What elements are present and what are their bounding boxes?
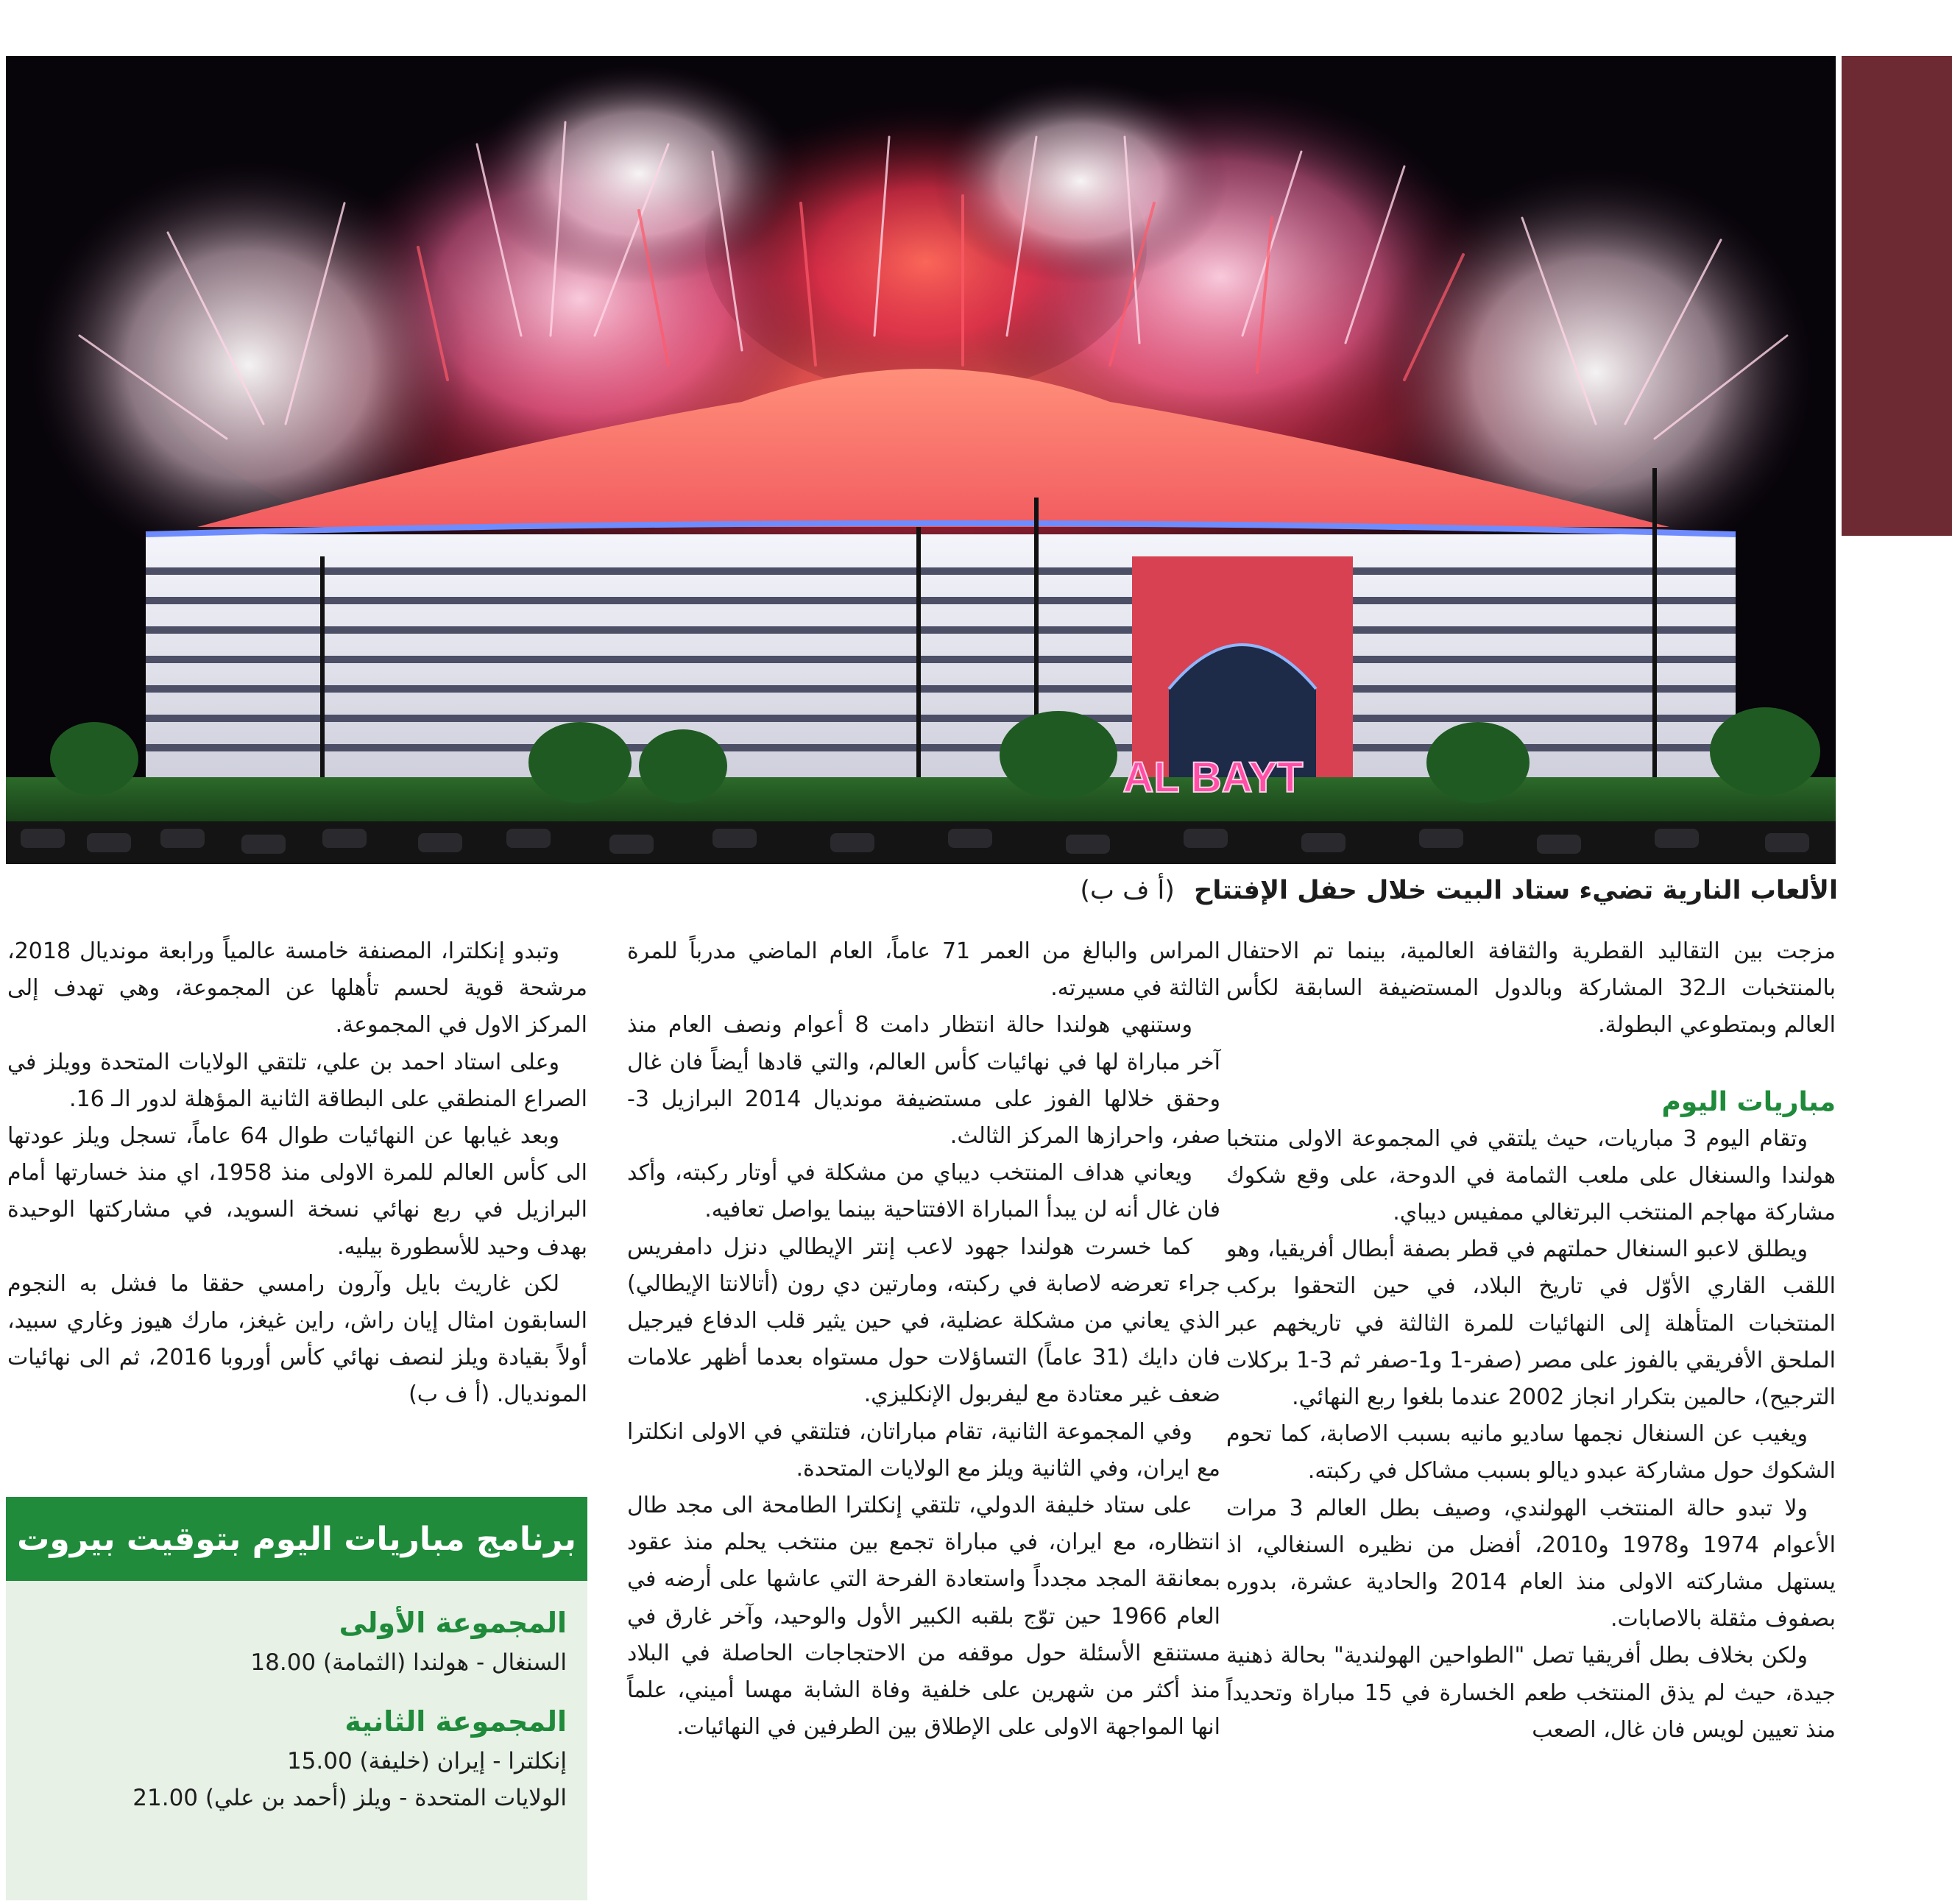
- schedule-body: [6, 1581, 587, 1816]
- match-schedule-box: [6, 1497, 587, 1900]
- subheading-todays-matches: مباريات اليوم: [1661, 1086, 1836, 1117]
- schedule-title: برنامج مباريات اليوم بتوقيت بيروت: [17, 1520, 576, 1558]
- paragraph: وتبدو إنكلترا، المصنفة خامسة عالمياً ورابعة مونديال 2018، مرشحة قوية لحسم تأهلها عن المجموعة، وهي تهدف إلى المركز الاول في المجموعة.: [7, 938, 587, 1038]
- stadium-fireworks-photo: [6, 56, 1836, 864]
- paragraph: كما خسرت هولندا جهود لاعب إنتر الإيطالي دنزل دامفريس جراء تعرضه لاصابة في ركبته، ومارتين دي رون (أتالانتا الإيطالي) الذي يعاني من مشكلة عضلية، في حين يثير قلب الدفاع فيرجيل فان دايك (31 عاماً) التساؤلات حول مستواه بعدما أظهر علامات ضعف غير معتادة مع ليفربول الإنكليزي.: [627, 1234, 1220, 1408]
- paragraph: وبعد غيابها عن النهائيات طوال 64 عاماً، تسجل ويلز عودتها الى كأس العالم للمرة الاولى منذ 1958، اي منذ خسارتها أمام البرازيل في ربع نهائي نسخة السويد، في مشاركتها الوحيدة بهدف وحيد للأسطورة بيليه.: [7, 1123, 588, 1260]
- schedule-title-bar: [6, 1497, 587, 1581]
- paragraph: على ستاد خليفة الدولي، تلتقي إنكلترا الطامحة الى مجد طال انتظاره، مع ايران، في مباراة تجمع بين منتخب يحلم منذ عقود بمعانقة المجد مجدداً واستعادة الفرحة التي عاشها على أرضه في العام 1966 حين توّج بلقبه الكبير الأول والوحيد، وآخر غارق في مستنقع الأسئلة حول موقفه من الاحتجاجات الحاصلة في البلاد منذ أكثر من شهرين على خلفية وفاة الشابة مهسا أميني، علماً انها المواجهة الاولى على الإطلاق بين الطرفين في النهائيات.: [627, 1493, 1220, 1741]
- article-column-right: [1226, 933, 1836, 1749]
- caption-credit: (أ ف ب): [1080, 876, 1175, 905]
- paragraph: وعلى استاد احمد بن علي، تلتقي الولايات المتحدة وويلز في الصراع المنطقي على البطاقة الثانية المؤهلة لدور الـ 16.: [7, 1049, 587, 1112]
- paragraph: وتقام اليوم 3 مباريات، حيث يلتقي في المجموعة الاولى منتخبا هولندا والسنغال على ملعب الثمامة في الدوحة، على وقع شكوك مشاركة مهاجم المنتخب البرتغالي ممفيس ديباي.: [1226, 1125, 1836, 1226]
- paragraph: مزجت بين التقاليد القطرية والثقافة العالمية، بينما تم الاحتفال بالمنتخبات الـ32 المشاركة وبالدول المستضيفة السابقة لكأس العالم وبمتطوعي البطولة.: [1226, 938, 1836, 1038]
- group-one-title: المجموعة الأولى: [339, 1607, 567, 1639]
- caption-text: الألعاب النارية تضيء ستاد البيت خلال حفل الإفتتاح: [1194, 876, 1838, 905]
- match-line: إنكلترا - إيران (خليفة) 15.00: [286, 1748, 567, 1774]
- match-line: الولايات المتحدة - ويلز (أحمد بن علي) 21.00: [132, 1785, 567, 1811]
- paragraph: ولا تبدو حالة المنتخب الهولندي، وصيف بطل العالم 3 مرات الأعوام 1974 و1978 و2010، أفضل من نظيره السنغالي، اذ يستهل مشاركته الاولى منذ العام 2014 والحادية عشرة، بدوره بصفوف مثقلة بالاصابات.: [1226, 1495, 1836, 1632]
- paragraph: ويغيب عن السنغال نجمها ساديو مانيه بسبب الاصابة، كما تحوم الشكوك حول مشاركة عبدو ديالو بسبب مشاكل في ركبته.: [1226, 1421, 1836, 1484]
- al-bayt-sign: AL BAYT: [1122, 754, 1304, 801]
- maroon-accent-bar: [1842, 56, 1952, 536]
- match-line: السنغال - هولندا (الثمامة) 18.00: [250, 1649, 567, 1676]
- paragraph: المراس والبالغ من العمر 71 عاماً، العام الماضي مدرباً للمرة الثالثة في مسيرته.: [627, 938, 1220, 1002]
- article-column-middle: [627, 933, 1220, 1746]
- group-two-title: المجموعة الثانية: [344, 1705, 567, 1738]
- article-column-left: [7, 933, 587, 1414]
- paragraph: وفي المجموعة الثانية، تقام مباراتان، فتلتقي في الاولى انكلترا مع ايران، وفي الثانية ويلز مع الولايات المتحدة.: [627, 1418, 1220, 1482]
- paragraph: ولكن بخلاف بطل أفريقيا تصل "الطواحين الهولندية" بحالة ذهنية جيدة، حيث لم يذق المنتخب طعم الخسارة في 15 مباراة وتحديداً منذ تعيين لويس فان غال، الصعب: [1226, 1643, 1836, 1743]
- paragraph: وستنهي هولندا حالة انتظار دامت 8 أعوام ونصف العام منذ آخر مباراة لها في نهائيات كأس العالم، والتي قادها أيضاً فان غال وحقق خلالها الفوز على مستضيفة مونديال 2014 البرازيل 3-صفر، واحرازها المركز الثالث.: [627, 1012, 1221, 1150]
- paragraph: ويعاني هداف المنتخب ديباي من مشكلة في أوتار ركبته، وأكد فان غال أنه لن يبدأ المباراة الافتتاحية بينما يواصل تعافيه.: [627, 1160, 1220, 1223]
- photo-caption: [71, 871, 1838, 910]
- paragraph: لكن غاريث بايل وآرون رامسي حققا ما فشل به النجوم السابقون امثال إيان راش، راين غيغز، مارك هيوز وغاري سبيد، أولاً بقيادة ويلز لنصف نهائي كأس أوروبا 2016، ثم الى نهائيات المونديال. (أ ف ب): [7, 1270, 587, 1408]
- paragraph: ويطلق لاعبو السنغال حملتهم في قطر بصفة أبطال أفريقيا، وهو اللقب القاري الأوّل في تاريخ البلاد، في حين التحقوا بركب المنتخبات المتأهلة إلى النهائيات للمرة الثالثة في تاريخهم عبر الملحق الأفريقي بالفوز على مصر (صفر-1 و1-صفر ثم 3-1 بركلات الترجيح)، حالمين بتكرار انجاز 2002 عندما بلغوا ربع النهائي.: [1226, 1236, 1836, 1411]
